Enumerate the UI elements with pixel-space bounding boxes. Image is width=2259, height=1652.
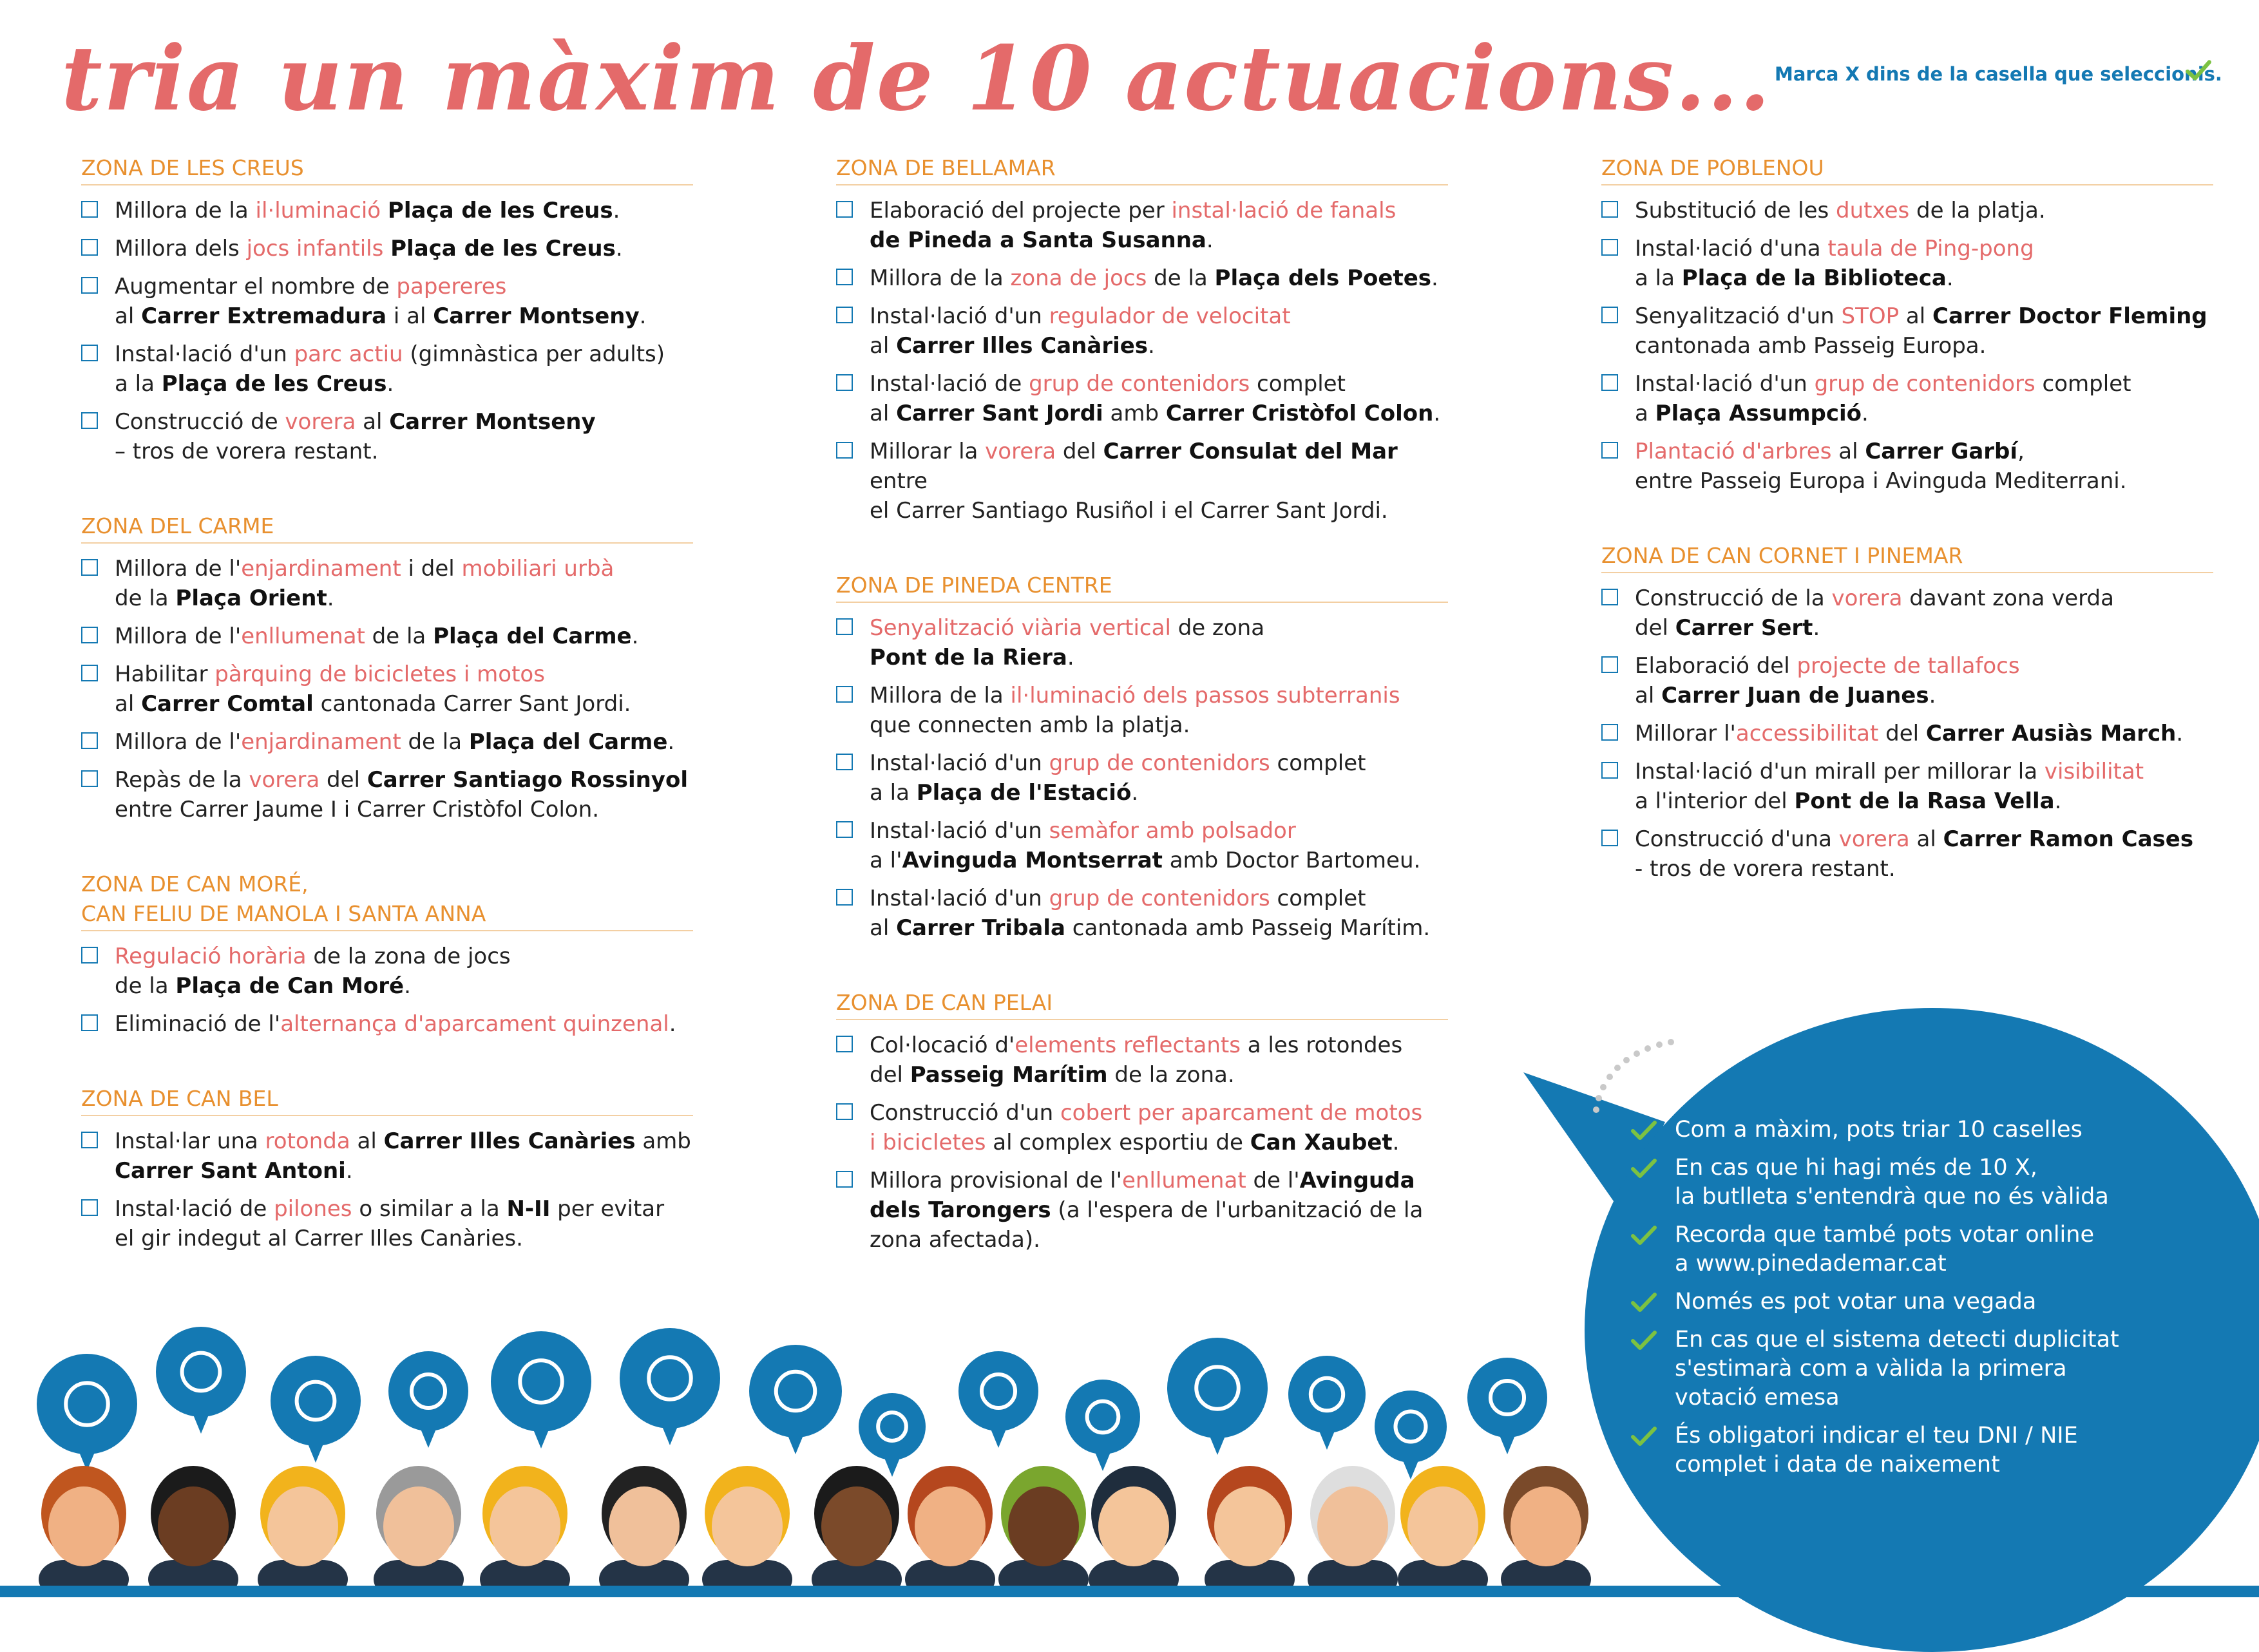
option-label: Millorar la vorera del Carrer Consulat del Mar entre el Carrer Santiago Rusiñol i el Carrer Sant Jordi. [870, 439, 1398, 524]
option-item [81, 942, 693, 1001]
option-label: Substitució de les dutxes de la platja. [1635, 198, 2046, 223]
zone-title: ZONA DE POBLENOU [1601, 153, 2213, 185]
option-checkbox[interactable] [836, 618, 853, 635]
option-item [81, 660, 693, 719]
note-item [1631, 1154, 2211, 1211]
recycle-bin-icon [271, 1356, 361, 1463]
option-checkbox[interactable] [836, 201, 853, 218]
note-text: És obligatori indicar el teu DNI / NIE complet i data de naixement [1675, 1423, 2078, 1477]
option-checkbox[interactable] [1601, 762, 1618, 779]
option-item [1601, 196, 2213, 225]
option-label: Instal·lació de grup de contenidors complet al Carrer Sant Jordi amb Carrer Cristòfol Colon. [870, 371, 1441, 426]
option-checkbox[interactable] [81, 770, 98, 787]
option-item [836, 613, 1448, 672]
option-item [81, 272, 693, 331]
person-figure [374, 1466, 464, 1597]
option-checkbox[interactable] [836, 1036, 853, 1052]
option-label: Instal·lació d'una taula de Ping-pong a la Plaça de la Biblioteca. [1635, 236, 2034, 291]
option-label: Habilitar pàrquing de bicicletes i motos al Carrer Comtal cantonada Carrer Sant Jordi. [115, 661, 631, 717]
traffic-light-icon [1467, 1358, 1547, 1454]
option-item [836, 1166, 1448, 1255]
person-figure [998, 1466, 1089, 1597]
option-checkbox[interactable] [836, 442, 853, 459]
column-left [81, 153, 693, 1298]
dog-icon [1288, 1356, 1366, 1450]
option-item [1601, 369, 2213, 428]
option-label: Repàs de la vorera del Carrer Santiago Rossinyol entre Carrer Jaume I i Carrer Cristòfol Colon. [115, 767, 688, 822]
note-text: En cas que hi hagi més de 10 X, la butlleta s'entendrà que no és vàlida [1675, 1155, 2109, 1210]
option-label: Instal·lació d'un mirall per millorar la visibilitat a l'interior del Pont de la Rasa Vella. [1635, 759, 2144, 814]
option-checkbox[interactable] [81, 412, 98, 429]
note-item [1631, 1287, 2211, 1316]
option-label: Senyalització viària vertical de zona Pont de la Riera. [870, 615, 1265, 670]
person-figure [480, 1466, 570, 1597]
zone-section [81, 511, 693, 824]
option-checkbox[interactable] [81, 559, 98, 576]
person-figure [812, 1466, 902, 1597]
zone-title: ZONA DE CAN MORÉ, CAN FELIU DE MANOLA I SANTA ANNA [81, 869, 693, 931]
option-item [1601, 234, 2213, 293]
zone-section [1601, 153, 2213, 496]
option-label: Millorar l'accessibilitat del Carrer Ausiàs March. [1635, 721, 2184, 746]
dotted-arc-decoration [1591, 1034, 1681, 1117]
option-checkbox[interactable] [836, 686, 853, 703]
option-label: Construcció de vorera al Carrer Montseny – tros de vorera restant. [115, 409, 596, 464]
icons-and-people-illustration [0, 1320, 2259, 1597]
option-label: Millora de la il·luminació Plaça de les Creus. [115, 198, 620, 223]
zone-title: ZONA DE CAN BEL [81, 1084, 693, 1116]
zone-section [81, 869, 693, 1039]
option-checkbox[interactable] [1601, 589, 1618, 605]
instruction-text: Marca X dins de la casella que seleccionis. [1775, 63, 2222, 85]
option-label: Elaboració del projecte per instal·lació de fanals de Pineda a Santa Susanna. [870, 198, 1396, 253]
person-figure [39, 1466, 129, 1597]
option-checkbox[interactable] [81, 201, 98, 218]
wheelchair-icon [859, 1393, 926, 1477]
option-checkbox[interactable] [81, 1199, 98, 1216]
option-label: Elaboració del projecte de tallafocs al Carrer Juan de Juanes. [1635, 653, 2020, 708]
option-item [836, 196, 1448, 255]
option-label: Instal·lació de pilones o similar a la N-II per evitar el gir indegut al Carrer Illes Canàries. [115, 1196, 665, 1251]
option-label: Augmentar el nombre de papereres al Carrer Extremadura i al Carrer Montseny. [115, 274, 647, 329]
option-checkbox[interactable] [836, 889, 853, 906]
page-title: tria un màxim de 10 actuacions... [61, 26, 1772, 131]
option-item [836, 884, 1448, 943]
bench-icon [1167, 1338, 1268, 1455]
option-label: Regulació horària de la zona de jocs de la Plaça de Can Moré. [115, 944, 511, 999]
fountain-icon [156, 1327, 246, 1434]
option-item [1601, 824, 2213, 884]
option-label: Instal·lació d'un parc actiu (gimnàstica per adults) a la Plaça de les Creus. [115, 341, 665, 397]
option-item [836, 816, 1448, 875]
option-item [81, 1009, 693, 1039]
option-item [836, 263, 1448, 293]
zone-section [81, 153, 693, 466]
option-label: Millora dels jocs infantils Plaça de les Creus. [115, 236, 623, 261]
option-label: Construcció d'una vorera al Carrer Ramon Cases - tros de vorera restant. [1635, 826, 2194, 882]
option-label: Millora de la il·luminació dels passos subterranis que connecten amb la platja. [870, 683, 1400, 738]
option-item [81, 407, 693, 466]
option-label: Col·locació d'elements reflectants a les rotondes del Passeig Marítim de la zona. [870, 1032, 1403, 1088]
option-item [81, 1126, 693, 1186]
option-item [81, 339, 693, 399]
option-label: Senyalització d'un STOP al Carrer Doctor Fleming cantonada amb Passeig Europa. [1635, 303, 2207, 359]
option-label: Construcció d'un cobert per aparcament de motos i bicicletes al complex esportiu de Can Xaubet. [870, 1100, 1423, 1155]
option-item [81, 765, 693, 824]
pedestrian-crossing-icon [1065, 1380, 1140, 1471]
option-checkbox[interactable] [836, 821, 853, 838]
option-label: Construcció de la vorera davant zona verda del Carrer Sert. [1635, 585, 2114, 641]
zone-title: ZONA DE CAN PELAI [836, 988, 1448, 1020]
option-item [836, 369, 1448, 428]
zone-section [81, 1084, 693, 1253]
litter-bin-icon [388, 1351, 468, 1448]
note-text: Només es pot votar una vegada [1675, 1289, 2037, 1315]
person-figure [1205, 1466, 1295, 1597]
option-item [836, 681, 1448, 740]
option-checkbox[interactable] [836, 269, 853, 285]
zone-section [836, 988, 1448, 1255]
option-checkbox[interactable] [81, 1132, 98, 1148]
option-item [81, 622, 693, 651]
option-item [81, 727, 693, 757]
note-text: Com a màxim, pots triar 10 caselles [1675, 1117, 2083, 1143]
zone-title: ZONA DE CAN CORNET I PINEMAR [1601, 541, 2213, 573]
option-checkbox[interactable] [836, 1103, 853, 1120]
zone-title: ZONA DE PINEDA CENTRE [836, 571, 1448, 603]
option-checkbox[interactable] [81, 665, 98, 681]
zone-title: ZONA DE BELLAMAR [836, 153, 1448, 185]
note-item [1631, 1220, 2211, 1278]
check-icon [1631, 1157, 1657, 1179]
person-figure [148, 1466, 238, 1597]
zone-title: ZONA DEL CARME [81, 511, 693, 544]
option-label: Instal·lar una rotonda al Carrer Illes Canàries amb Carrer Sant Antoni. [115, 1128, 691, 1184]
option-checkbox[interactable] [81, 947, 98, 964]
option-item [1601, 651, 2213, 710]
zone-section [836, 153, 1448, 526]
option-item [81, 1194, 693, 1253]
option-checkbox[interactable] [836, 754, 853, 770]
option-label: Eliminació de l'alternança d'aparcament quinzenal. [115, 1011, 676, 1037]
check-icon [1631, 1119, 1657, 1141]
option-checkbox[interactable] [81, 732, 98, 749]
option-checkbox[interactable] [836, 374, 853, 391]
option-item [81, 234, 693, 263]
option-item [1601, 584, 2213, 643]
option-checkbox[interactable] [81, 277, 98, 294]
option-label: Instal·lació d'un regulador de velocitat al Carrer Illes Canàries. [870, 303, 1291, 359]
footer-bar [0, 1586, 2259, 1597]
person-figure [1398, 1466, 1488, 1597]
bicycle-icon [37, 1354, 137, 1471]
person-figure [1089, 1466, 1179, 1597]
check-icon [1631, 1224, 1657, 1246]
option-label: Instal·lació d'un grup de contenidors complet a Plaça Assumpció. [1635, 371, 2131, 426]
option-item [836, 1030, 1448, 1090]
option-label: Plantació d'arbres al Carrer Garbí, entre Passeig Europa i Avinguda Mediterrani. [1635, 439, 2127, 494]
option-label: Millora de l'enjardinament i del mobiliari urbà de la Plaça Orient. [115, 556, 615, 611]
person-figure [905, 1466, 995, 1597]
zone-section [1601, 541, 2213, 884]
option-item [81, 196, 693, 225]
option-checkbox[interactable] [1601, 239, 1618, 256]
note-text: Recorda que també pots votar online a www.pinedademar.cat [1675, 1222, 2094, 1277]
playground-icon [491, 1331, 591, 1448]
option-checkbox[interactable] [1601, 724, 1618, 741]
option-label: Millora de l'enjardinament de la Plaça del Carme. [115, 729, 675, 755]
option-item [836, 301, 1448, 361]
option-label: Instal·lació d'un grup de contenidors complet a la Plaça de l'Estació. [870, 750, 1366, 806]
option-label: Instal·lació d'un grup de contenidors complet al Carrer Tribala cantonada amb Passeig Marítim. [870, 886, 1431, 941]
option-item [836, 748, 1448, 808]
option-checkbox[interactable] [1601, 307, 1618, 323]
option-checkbox[interactable] [1601, 442, 1618, 459]
column-right [1601, 153, 2213, 929]
option-checkbox[interactable] [1601, 830, 1618, 846]
option-item [1601, 437, 2213, 496]
option-item [81, 554, 693, 613]
zone-section [836, 571, 1448, 943]
person-figure [1308, 1466, 1398, 1597]
check-icon [1631, 1291, 1657, 1313]
option-checkbox[interactable] [81, 627, 98, 643]
option-checkbox[interactable] [81, 1014, 98, 1031]
option-label: Millora de l'enllumenat de la Plaça del Carme. [115, 623, 639, 649]
person-figure [702, 1466, 792, 1597]
column-middle [836, 153, 1448, 1300]
option-checkbox[interactable] [1601, 201, 1618, 218]
option-checkbox[interactable] [836, 1171, 853, 1188]
option-label: Millora de la zona de jocs de la Plaça dels Poetes. [870, 265, 1438, 291]
option-checkbox[interactable] [836, 307, 853, 323]
person-figure [258, 1466, 348, 1597]
check-icon [2185, 57, 2212, 84]
note-item [1631, 1116, 2211, 1144]
option-item [1601, 719, 2213, 748]
option-checkbox[interactable] [81, 239, 98, 256]
bus-stop-icon [620, 1328, 720, 1445]
option-item [836, 437, 1448, 526]
option-label: Instal·lació d'un semàfor amb polsador a l'Avinguda Montserrat amb Doctor Bartomeu. [870, 818, 1421, 873]
option-item [836, 1098, 1448, 1157]
option-checkbox[interactable] [1601, 656, 1618, 673]
health-heart-icon [1375, 1391, 1447, 1479]
option-item [1601, 301, 2213, 361]
person-figure [599, 1466, 689, 1597]
street-lamp-icon [958, 1351, 1038, 1448]
option-label: Millora provisional de l'enllumenat de l'Avinguda dels Tarongers (a l'espera de l'urbanització de la zona afectada). [870, 1168, 1424, 1253]
tree-icon [749, 1345, 842, 1454]
person-figure [1501, 1466, 1591, 1597]
option-checkbox[interactable] [81, 345, 98, 361]
zone-title: ZONA DE LES CREUS [81, 153, 693, 185]
note-text: En cas que el sistema detecti duplicitat s'estimarà com a vàlida la primera votació emesa [1675, 1327, 2119, 1410]
option-item [1601, 757, 2213, 816]
option-checkbox[interactable] [1601, 374, 1618, 391]
